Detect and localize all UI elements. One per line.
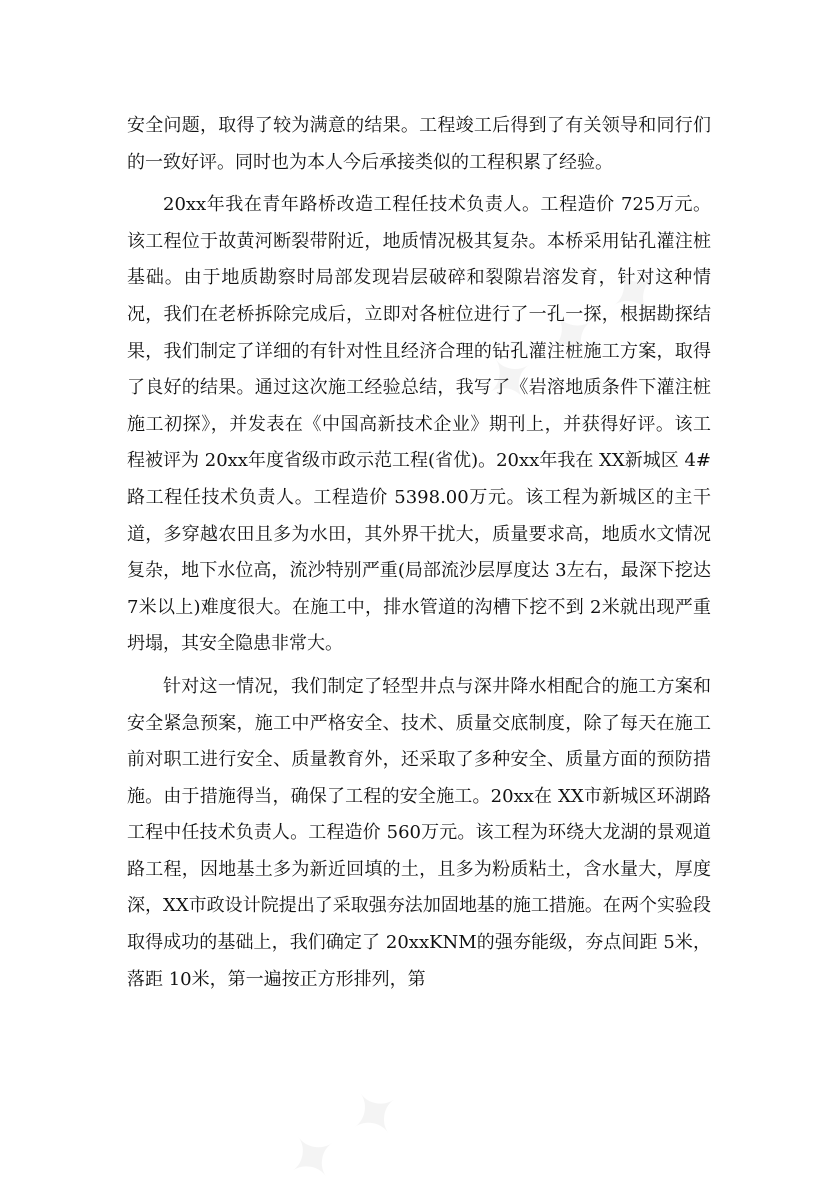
- paragraph-3: 针对这一情况，我们制定了轻型井点与深井降水相配合的施工方案和安全紧急预案，施工中严格安全、技术、质量交底制度，除了每天在施工前对职工进行安全、质量教育外，还采取了多种安全、质量方面的预防措施。由于措施得当，确保了工程的安全施工。20xx在 XX市新城区环湖路工程中任技术负责人。工程造价 560万元。该工程为环绕大龙湖的景观道路工程，因地基土多为新近回填的土，且多为粉质粘土，含水量大，厚度深，XX市政设计院提出了采取强夯法加固地基的施工措施。在两个实验段取得成功的基础上，我们确定了 20xxKNM的强夯能级，夯点间距 5米，落距 10米，第一遍按正方形排列，第: [127, 675, 711, 990]
- paragraph-2: 20xx年我在青年路桥改造工程任技术负责人。工程造价 725万元。该工程位于故黄河断裂带附近，地质情况极其复杂。本桥采用钻孔灌注桩基础。由于地质勘察时局部发现岩层破碎和裂隙岩溶发育，针对这种情况，我们在老桥拆除完成后，立即对各桩位进行了一孔一探，根据勘探结果，我们制定了详细的有针对性且经济合理的钻孔灌注桩施工方案，取得了良好的结果。通过这次施工经验总结，我写了《岩溶地质条件下灌注桩施工初探》，并发表在《中国高新技术企业》期刊上，并获得好评。该工程被评为 20xx年度省级市政示范工程(省优)。20xx年我在 XX新城区 4#路工程任技术负责人。工程造价 5398.00万元。该工程为新城区的主干道，多穿越农田且多为水田，其外界干扰大，质量要求高，地质水文情况复杂，地下水位高，流沙特别严重(局部流沙层厚度达 3左右，最深下挖达 7米以上)难度很大。在施工中，排水管道的沟槽下挖不到 2米就出现严重坍塌，其安全隐患非常大。: [127, 194, 711, 655]
- paragraph-1: 安全问题，取得了较为满意的结果。工程竣工后得到了有关领导和同行们的一致好评。同时也为本人今后承接类似的工程积累了经验。: [127, 115, 711, 173]
- watermark: [270, 1070, 419, 1204]
- document-body: [127, 108, 711, 998]
